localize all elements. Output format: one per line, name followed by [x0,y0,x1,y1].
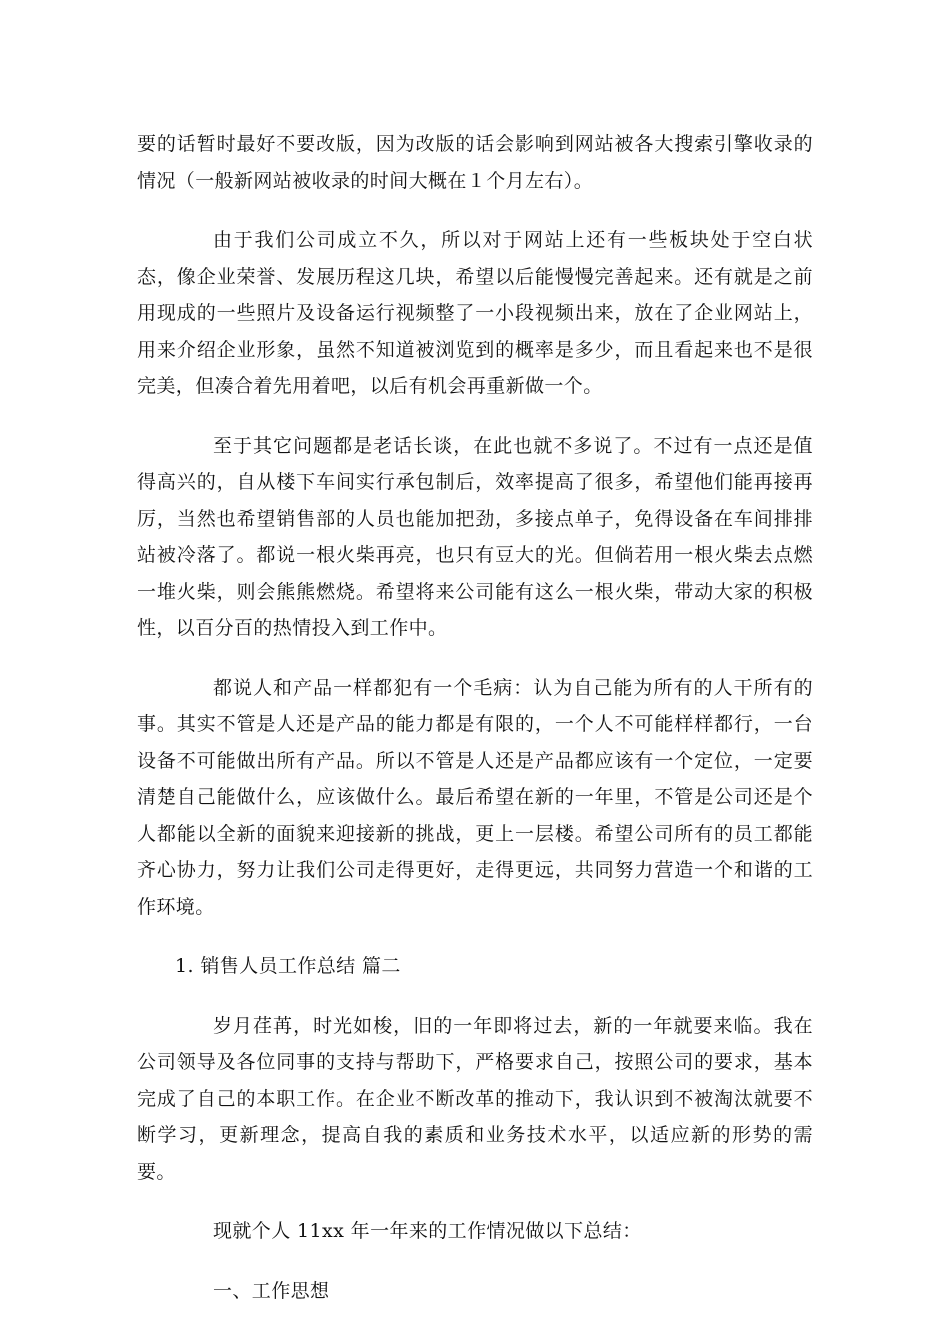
paragraph-website-sections: 由于我们公司成立不久，所以对于网站上还有一些板块处于空白状态，像企业荣誉、发展历程这几块，希望以后能慢慢完善起来。还有就是之前用现成的一些照片及设备运行视频整了一小段视频出来，放在了企业网站上，用来介绍企业形象，虽然不知道被浏览到的概率是多少，而且看起来也不是很完美，但凑合着先用着吧，以后有机会再重新做一个。 [137,229,813,397]
paragraph-positioning: 都说人和产品一样都犯有一个毛病：认为自己能为所有的人干所有的事。其实不管是人还是产品的能力都是有限的，一个人不可能样样都行，一台设备不可能做出所有产品。所以不管是人还是产品都应该有一个定位，一定要清楚自己能做什么，应该做什么。最后希望在新的一年里，不管是公司还是个人都能以全新的面貌来迎接新的挑战，更上一层楼。希望公司所有的员工都能齐心协力，努力让我们公司走得更好，走得更远，共同努力营造一个和谐的工作环境。 [137,676,813,918]
paragraph-other-issues: 至于其它问题都是老话长谈，在此也就不多说了。不过有一点还是值得高兴的，自从楼下车间实行承包制后，效率提高了很多，希望他们能再接再厉，当然也希望销售部的人员也能加把劲，多接点单子，免得设备在车间排排站被冷落了。都说一根火柴再亮，也只有豆大的光。但倘若用一根火柴去点燃一堆火柴，则会熊熊燃烧。希望将来公司能有这么一根火柴，带动大家的积极性，以百分百的热情投入到工作中。 [137,434,813,639]
section-heading: 一、工作思想 [213,1279,330,1302]
paragraph-summary-lead: 现就个人 11xx 年一年来的工作情况做以下总结： [213,1220,642,1242]
numbered-heading: 1. 销售人员工作总结 篇二 [175,955,401,977]
document-body [137,126,813,1309]
paragraph-continuation: 要的话暂时最好不要改版，因为改版的话会影响到网站被各大搜索引擎收录的情况（一般新网站被收录的时间大概在１个月左右）。 [137,133,813,192]
paragraph-intro-year: 岁月荏苒，时光如梭，旧的一年即将过去，新的一年就要来临。我在公司领导及各位同事的支持与帮助下，严格要求自己，按照公司的要求，基本完成了自己的本职工作。在企业不断改革的推动下，我认识到不被淘汰就要不断学习，更新理念，提高自我的素质和业务技术水平，以适应新的形势的需要。 [137,1014,813,1183]
